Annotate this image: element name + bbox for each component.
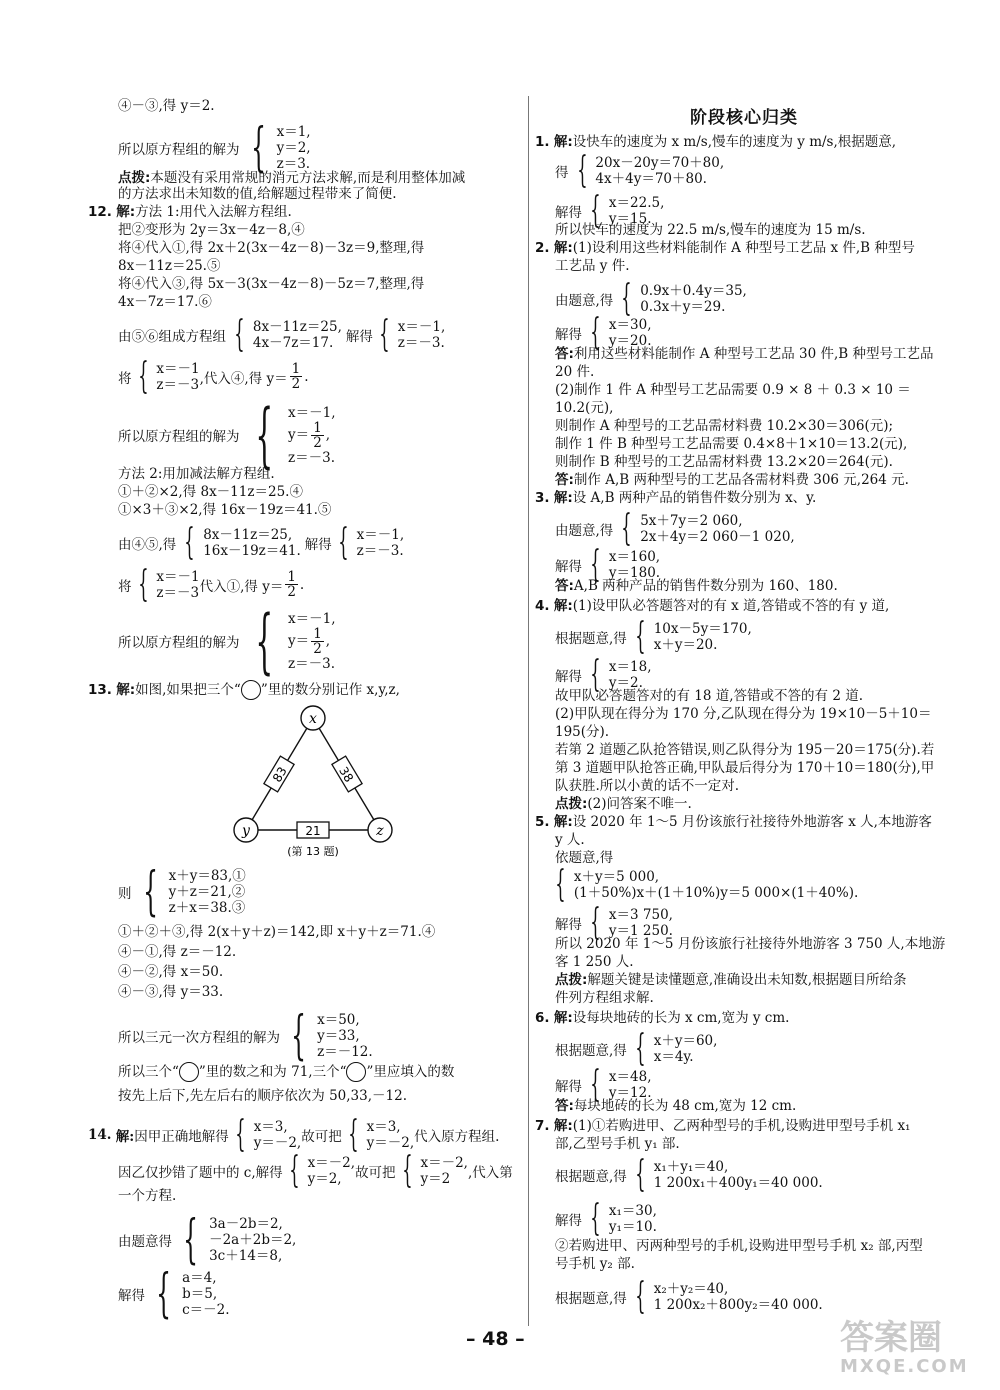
page-number: – 48 – <box>466 1328 525 1350</box>
system-row: x＝18, <box>608 658 652 675</box>
edge-label: 21 <box>305 824 321 838</box>
text-line: 按先上后下,先左后右的顺序依次为 50,33,－12. <box>118 1088 407 1104</box>
system-row: y＝1 250. <box>608 922 673 939</box>
brace-glyph: { <box>590 1198 601 1239</box>
system-prefix: 根据题意,得 <box>555 1168 627 1185</box>
system-prefix: 所以原方程组的解为 <box>118 142 240 158</box>
edge-box <box>264 756 294 792</box>
system-row: z＝－3. <box>397 334 445 351</box>
system-row: x＋y＝83,① <box>168 868 246 884</box>
question-6-line <box>535 1010 789 1027</box>
system-row: x＝－1, <box>397 318 446 335</box>
system-prefix: 解得 <box>555 668 582 685</box>
brace-glyph: { <box>348 1114 359 1155</box>
system-row: y＝2, <box>276 140 311 156</box>
text: ”里的数分别记作 x,y,z, <box>260 681 400 698</box>
brace-glyph: { <box>235 1114 246 1155</box>
text-line: 依题意,得 <box>555 850 614 866</box>
brace-glyph: { <box>250 118 266 178</box>
text-line: y 人. <box>555 832 585 848</box>
node-label: z <box>376 823 384 839</box>
brace-glyph: { <box>590 902 601 943</box>
system-row: 1 200x₁＋400y₁＝40 000. <box>653 1174 823 1191</box>
text-line: 195(分). <box>555 724 610 740</box>
solution-label: 解: <box>553 598 573 614</box>
question-number: 1. <box>535 134 550 150</box>
fraction <box>285 570 298 599</box>
system-prefix: 根据题意,得 <box>555 1042 627 1059</box>
watermark-top: 答案圈 <box>840 1318 942 1358</box>
solution-label: 解: <box>553 1118 573 1134</box>
answer-label: 答: <box>555 1098 574 1114</box>
text-line: 10.2(元), <box>555 400 614 416</box>
system-row: 3a－2b＝2, <box>209 1216 283 1232</box>
tip-text: 本题没有采用常规的消元方法求解,而是利用整体加减 <box>150 170 466 186</box>
denominator: 2 <box>313 434 322 451</box>
question-12-line <box>88 204 292 221</box>
system-prefix: 根据题意,得 <box>555 1290 627 1307</box>
system-row: y＝180. <box>608 564 661 581</box>
answer-label: 答: <box>555 472 574 488</box>
circle-icon <box>179 1062 199 1082</box>
text-line: ④－①,得 z＝－12. <box>118 944 237 960</box>
system-row: x＋y＝5 000, <box>573 868 660 885</box>
brace-glyph: { <box>590 190 601 231</box>
numerator: 1 <box>313 625 322 642</box>
question-number: 13. <box>88 681 112 698</box>
text: (1)设利用这些材料能制作 A 种型号工艺品 x 件,B 种型号 <box>572 240 915 256</box>
equation-system <box>118 600 336 682</box>
node-label: x <box>309 711 317 727</box>
equation-system <box>555 1154 823 1195</box>
system-row: y＝2, <box>307 1170 342 1187</box>
system-row: x＝3, <box>366 1118 401 1135</box>
watermark-logo <box>840 1320 969 1377</box>
system-prefix: 解得 <box>555 916 582 933</box>
text-line: 20 件. <box>555 364 595 380</box>
equation-system <box>118 1264 230 1324</box>
system-row: x＝－2, <box>420 1154 468 1171</box>
text: ,代入④,得 y＝ <box>199 370 288 387</box>
solution-label: 解: <box>116 681 136 698</box>
text: , <box>325 633 331 649</box>
diagram-caption: (第 13 题) <box>287 845 339 858</box>
text: 将 <box>118 578 132 595</box>
brace-glyph: { <box>590 1064 601 1105</box>
text: , <box>325 427 331 443</box>
system-row: y＝－2, <box>253 1134 302 1151</box>
text-line: ④－②,得 x＝50. <box>118 964 224 980</box>
system-prefix: 解得 <box>555 326 582 343</box>
question-4-line <box>535 598 889 615</box>
text: (1)①若购进甲、乙两种型号的手机,设购进甲型号手机 x₁ <box>572 1118 911 1134</box>
system-row: x＝－1 <box>156 568 200 585</box>
text: 设快车的速度为 x m/s,慢车的速度为 y m/s,根据题意, <box>572 134 897 150</box>
equation-system <box>555 1276 823 1317</box>
text: ,代入第 <box>467 1164 513 1181</box>
text-line: 则制作 A 种型号的工艺品需材料费 10.2×30＝306(元); <box>555 418 894 434</box>
brace-glyph: { <box>401 1150 413 1191</box>
text-line: 将④代入③,得 5x－3(3x－4z－8)－5z＝7,整理,得 <box>118 276 425 292</box>
text-line: 队获胜.所以小黄的话不一定对. <box>555 778 740 794</box>
system-prefix: 得 <box>555 164 569 181</box>
numerator: 1 <box>313 419 322 436</box>
system-row: x＝160, <box>608 548 661 565</box>
circle-icon <box>346 1062 366 1082</box>
text-line <box>118 1150 513 1191</box>
text: . <box>299 576 305 593</box>
text: 解得 <box>304 536 332 553</box>
system-prefix: 由题意,得 <box>555 522 614 539</box>
system-row: 10x－5y＝170, <box>653 620 752 637</box>
text-line: 第 3 道题甲队抢答正确,甲队最后得分为 170＋10＝180(分),甲 <box>555 760 935 776</box>
equation-system <box>118 118 311 178</box>
system-row: y＝12. <box>608 1084 652 1101</box>
equation-system <box>118 314 445 355</box>
denominator: 2 <box>287 584 296 600</box>
text: 所以三个“ <box>118 1063 179 1080</box>
text: 方法 1:用代入法解方程组. <box>135 204 292 220</box>
column-divider <box>528 96 529 1326</box>
text-line: 8x－11z＝25.⑤ <box>118 258 221 274</box>
solution-label: 解: <box>553 134 573 150</box>
system-row: x＝30, <box>608 316 652 333</box>
text: A,B 两种产品的销售件数分别为 160、180. <box>573 578 838 594</box>
system-prefix: 解得 <box>555 1212 582 1229</box>
answer-label: 答: <box>555 578 574 594</box>
watermark-bottom: MXQE.COM <box>840 1356 969 1377</box>
system-row: z＝－12. <box>317 1044 373 1060</box>
system-row: 8x－11z＝25, <box>252 318 342 335</box>
question-number: 14. <box>88 1126 112 1143</box>
text: 代入①,得 y＝ <box>199 578 284 595</box>
system-row: x＝－1, <box>288 404 336 421</box>
question-number: 2. <box>535 240 550 256</box>
text: 设 2020 年 1～5 月份该旅行社接待外地游客 x 人,本地游客 <box>572 814 932 830</box>
system-row: x＋y＝20. <box>653 636 718 653</box>
question-number: 3. <box>535 490 550 506</box>
question-1-line <box>535 134 896 151</box>
text-line: (2)制作 1 件 A 种型号工艺品需要 0.9 × 8 ＋ 0.3 × 10 ＝ <box>555 382 911 398</box>
brace-glyph: { <box>156 1264 171 1324</box>
system-prefix: 则 <box>118 886 132 902</box>
equation-system <box>118 394 336 476</box>
text: (2)问答案不唯一. <box>587 796 692 812</box>
equation-system <box>555 508 795 549</box>
text-line: 制作 1 件 B 种型号工艺品需要 0.4×8＋1×10＝13.2(元), <box>555 436 908 452</box>
question-number: 5. <box>535 814 550 830</box>
system-row: 5x＋7y＝2 060, <box>640 512 743 529</box>
triangle-diagram <box>228 700 398 860</box>
brace-glyph: { <box>137 356 149 397</box>
system-row: y＝15. <box>608 210 652 227</box>
system-row: 3c＋14＝8, <box>209 1248 283 1264</box>
solution-label: 解: <box>553 240 573 256</box>
text: 每块地砖的长为 48 cm,宽为 12 cm. <box>573 1098 797 1114</box>
text: 代入原方程组. <box>414 1128 500 1145</box>
brace-glyph: { <box>635 1028 646 1069</box>
text-line: 部,乙型号手机 y₁ 部. <box>555 1136 680 1152</box>
system-row: z＝－3. <box>288 449 336 466</box>
text: y＝ <box>288 427 310 443</box>
question-14-line <box>88 1114 499 1155</box>
text-line <box>118 1062 454 1082</box>
text: (1)设甲队必答题答对的有 x 道,答错或不答的有 y 道, <box>572 598 890 614</box>
system-prefix: 所以三元一次方程组的解为 <box>118 1030 280 1046</box>
tip-label: 点拨: <box>555 796 588 812</box>
system-row: a＝4, <box>182 1270 217 1286</box>
denominator: 2 <box>313 640 322 657</box>
text-line: 4x－7z＝17.⑥ <box>118 294 212 310</box>
system-row: x＝22.5, <box>608 194 665 211</box>
equation-system <box>118 522 404 563</box>
brace-glyph: { <box>621 508 632 549</box>
text: 利用这些材料能制作 A 种型号工艺品 30 件,B 种型号工艺品 <box>573 346 934 362</box>
system-row: (1＋50%)x＋(1＋10%)y＝5 000×(1＋40%). <box>573 884 859 901</box>
text: ”里应填入的数 <box>366 1063 455 1080</box>
brace-glyph: { <box>590 544 601 585</box>
tip-line <box>118 170 465 187</box>
text-line: (2)甲队现在得分为 170 分,乙队现在得分为 19×10－5＋10＝ <box>555 706 932 722</box>
question-number: 4. <box>535 598 550 614</box>
text-line: 方法 2:用加减法解方程组. <box>118 466 275 482</box>
system-row: c＝－2. <box>182 1302 230 1318</box>
system-row: 0.9x＋0.4y＝35, <box>640 282 747 299</box>
system-prefix: 根据题意,得 <box>555 630 627 647</box>
question-number: 7. <box>535 1118 550 1134</box>
text: 解得 <box>345 328 373 345</box>
text-line: 一个方程. <box>118 1188 177 1204</box>
denominator: 2 <box>291 376 301 392</box>
system-row: x₂＋y₂＝40, <box>653 1280 729 1297</box>
numerator: 1 <box>291 361 301 377</box>
text-line: 工艺品 y 件. <box>555 258 630 274</box>
tip-line: 件列方程组求解. <box>555 990 654 1006</box>
system-row: z＝－3. <box>288 655 336 672</box>
brace-glyph: { <box>635 1276 646 1317</box>
text: 设 A,B 两种产品的销售件数分别为 x、y. <box>572 490 817 506</box>
text: 故可把 <box>301 1128 342 1145</box>
system-row: x＋y＝60, <box>653 1032 718 1049</box>
brace-glyph: { <box>137 564 149 605</box>
system-row: x＝－1, <box>356 526 405 543</box>
system-row: y＋z＝21,② <box>168 884 246 900</box>
brace-glyph: { <box>142 862 158 922</box>
system-row: z＝－3 <box>156 584 200 601</box>
text-line: 若第 2 道题乙队抢答错误,则乙队得分为 195－20＝175(分).若 <box>555 742 935 758</box>
text-line: 把②变形为 2y＝3x－4z－8,④ <box>118 222 305 238</box>
system-prefix: 由题意,得 <box>555 292 614 309</box>
edge-box <box>297 822 329 838</box>
system-prefix: 由④⑤,得 <box>118 536 177 553</box>
text-line: 将④代入①,得 2x＋2(3x－4z－8)－3z＝9,整理,得 <box>118 240 425 256</box>
brace-glyph: { <box>379 314 390 355</box>
text-line <box>555 1098 796 1115</box>
text: . <box>304 368 309 385</box>
system-row: y＝2 <box>420 1170 451 1187</box>
system-prefix: 所以原方程组的解为 <box>118 429 240 445</box>
system-prefix: 解得 <box>555 204 582 221</box>
text-line: ②若购进甲、丙两种型号的手机,设购进甲型号手机 x₂ 部,丙型 <box>555 1238 923 1254</box>
text: 因乙仅抄错了题中的 c,解得 <box>118 1164 283 1181</box>
question-number: 12. <box>88 204 112 220</box>
fraction <box>311 627 324 656</box>
text: ”里的数之和为 71,三个“ <box>198 1063 347 1080</box>
solution-label: 解: <box>553 490 573 506</box>
answer-label: 答: <box>555 346 574 362</box>
system-row: x＝50, <box>317 1012 360 1028</box>
question-3-line <box>535 490 816 507</box>
brace-glyph: { <box>635 616 646 657</box>
equation-system <box>555 150 724 191</box>
equation-system <box>118 1210 296 1270</box>
system-row: z＋x＝38.③ <box>168 900 246 916</box>
equation-system <box>118 862 246 922</box>
brace-glyph: { <box>234 314 245 355</box>
text-line: 所以 2020 年 1～5 月份该旅行社接待外地游客 3 750 人,本地游 <box>555 936 946 952</box>
text-line: 故甲队必答题答对的有 18 道,答错或不答的有 2 道. <box>555 688 864 704</box>
text: 故可把 <box>355 1164 396 1181</box>
brace-glyph: { <box>254 600 273 682</box>
system-row: 4x－7z＝17. <box>252 334 334 351</box>
system-row: x₁＝30, <box>608 1202 657 1219</box>
equation-system <box>118 1006 373 1066</box>
text-line: ①＋②＋③,得 2(x＋y＋z)＝142,即 x＋y＋z＝71.④ <box>118 924 436 940</box>
system-row: y＝20. <box>608 332 652 349</box>
system-prefix: 所以原方程组的解为 <box>118 635 240 651</box>
tip-line: 的方法求出未知数的值,给解题过程带来了简便. <box>118 186 397 202</box>
solution-label: 解: <box>115 1128 135 1145</box>
brace-glyph: { <box>555 864 566 905</box>
system-row: z＝－3 <box>156 376 200 393</box>
brace-glyph: { <box>635 1154 646 1195</box>
equation-system <box>555 1028 717 1069</box>
node-label: y <box>242 823 250 839</box>
system-row: y＝33, <box>317 1028 360 1044</box>
brace-glyph: { <box>590 312 601 353</box>
text-line: ④－③,得 y＝2. <box>118 98 215 114</box>
tip-label: 点拨: <box>555 972 588 988</box>
system-row: 1 200x₂＋800y₂＝40 000. <box>653 1296 823 1313</box>
system-prefix: 解得 <box>118 1288 145 1304</box>
text: 制作 A,B 两种型号的工艺品各需材料费 306 元,264 元. <box>573 472 909 488</box>
system-row: 8x－11z＝25, <box>203 526 293 543</box>
text-line <box>555 472 909 489</box>
text: 因甲正确地解得 <box>134 1128 229 1145</box>
system-row: 20x－20y＝70＋80, <box>595 154 725 171</box>
system-row <box>288 421 336 450</box>
substitution-line <box>118 564 304 605</box>
system-prefix: 解得 <box>555 558 582 575</box>
substitution-line <box>118 356 309 397</box>
text-line: 所以快车的速度为 22.5 m/s,慢车的速度为 15 m/s. <box>555 222 866 238</box>
system-row <box>288 627 336 656</box>
text: y＝ <box>288 633 310 649</box>
text: 如图,如果把三个“ <box>135 681 241 698</box>
system-row: x＝－1, <box>288 610 336 627</box>
brace-glyph: { <box>338 522 349 563</box>
system-row: －2a＋2b＝2, <box>209 1232 297 1248</box>
system-row: z＝3. <box>276 156 311 172</box>
text-line: 号手机 y₂ 部. <box>555 1256 635 1272</box>
system-row: x＝－2, <box>307 1154 356 1171</box>
system-row: x₁＋y₁＝40, <box>653 1158 729 1175</box>
equation-system <box>555 616 752 657</box>
system-row: 2x＋4y＝2 060－1 020, <box>640 528 795 545</box>
tip-line <box>555 796 692 813</box>
system-row: y＝－2, <box>366 1134 415 1151</box>
tip-label: 点拨: <box>118 170 151 186</box>
circle-icon <box>241 680 261 700</box>
system-row: z＝－3. <box>356 542 404 559</box>
question-7-line <box>535 1118 910 1135</box>
brace-glyph: { <box>621 278 632 319</box>
brace-glyph: { <box>183 1210 198 1270</box>
solution-label: 解: <box>553 814 573 830</box>
equation-system <box>555 1198 657 1239</box>
brace-glyph: { <box>590 654 601 695</box>
text-line: ④－③,得 y＝33. <box>118 984 224 1000</box>
brace-glyph: { <box>291 1006 306 1066</box>
system-row: x＝48, <box>608 1068 652 1085</box>
solution-label: 解: <box>116 204 136 220</box>
brace-glyph: { <box>254 394 273 476</box>
system-row: x＝3, <box>253 1118 288 1135</box>
fraction <box>311 421 324 450</box>
system-prefix: 由⑤⑥组成方程组 <box>118 328 226 345</box>
brace-glyph: { <box>288 1150 300 1191</box>
edge-box <box>332 756 362 792</box>
system-row: 0.3x＋y＝29. <box>640 298 726 315</box>
text-line: ①×3＋③×2,得 16x－19z＝41.⑤ <box>118 502 332 518</box>
text-line <box>555 346 934 363</box>
text-line: ①＋②×2,得 8x－11z＝25.④ <box>118 484 303 500</box>
text-line: 客 1 250 人. <box>555 954 634 970</box>
edge-label: 38 <box>336 764 357 785</box>
fraction <box>290 362 303 391</box>
equation-system <box>549 864 858 905</box>
text: 解题关键是读懂题意,准确设出未知数,根据题目所给条 <box>587 972 907 988</box>
system-row: 4x＋4y＝70＋80. <box>595 170 707 187</box>
system-row: x＝1, <box>276 124 311 140</box>
system-row: 16x－19z＝41. <box>203 542 301 559</box>
brace-glyph: { <box>576 150 588 191</box>
system-row: x＝－1 <box>156 360 200 377</box>
system-row: b＝5, <box>182 1286 218 1302</box>
text-line <box>555 578 838 595</box>
text-line: 则制作 B 种型号的工艺品需材料费 13.2×20＝264(元). <box>555 454 893 470</box>
system-row: x＝3 750, <box>608 906 673 923</box>
text: 设每块地砖的长为 x cm,宽为 y cm. <box>572 1010 790 1026</box>
question-2-line <box>535 240 915 257</box>
edge-label: 83 <box>269 764 290 785</box>
system-row: y＝2. <box>608 674 643 691</box>
tip-line <box>555 972 907 989</box>
system-prefix: 解得 <box>555 1078 582 1095</box>
system-row: y₁＝10. <box>608 1218 657 1235</box>
numerator: 1 <box>287 569 296 585</box>
question-number: 6. <box>535 1010 550 1026</box>
solution-label: 解: <box>553 1010 573 1026</box>
text: 将 <box>118 370 132 387</box>
system-row: x＝4y. <box>653 1048 694 1065</box>
system-prefix: 由题意得 <box>118 1234 172 1250</box>
section-title: 阶段核心归类 <box>690 108 798 128</box>
brace-glyph: { <box>184 522 195 563</box>
question-13-line <box>88 680 400 700</box>
question-5-line <box>535 814 932 831</box>
